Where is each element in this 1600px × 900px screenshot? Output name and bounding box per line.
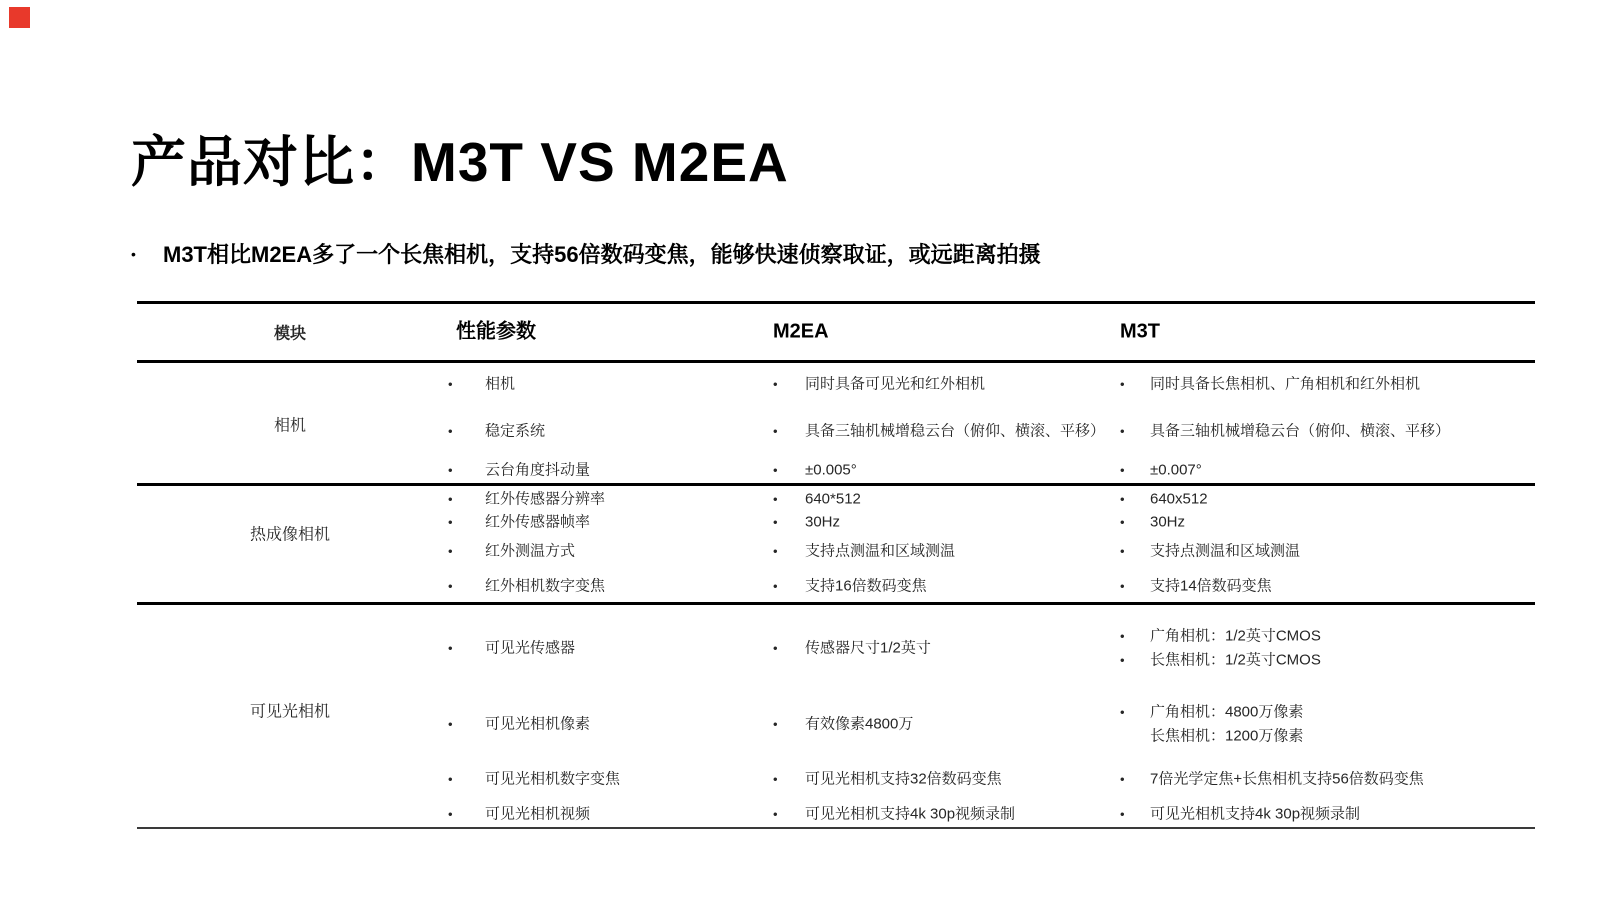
col-header-param: 性能参数: [456, 320, 536, 343]
param-cell: [448, 462, 590, 481]
bullet-icon: •: [1120, 652, 1125, 668]
bullet-icon: •: [448, 771, 453, 787]
bullet-icon: •: [131, 245, 136, 262]
bullet-icon: •: [1120, 704, 1125, 720]
m3t-text: 长焦相机：1/2英寸CMOS: [1150, 651, 1321, 669]
bullet-icon: •: [1120, 806, 1125, 822]
m3t-cell: [1120, 771, 1424, 790]
param-cell: [448, 716, 590, 735]
m2ea-cell: [773, 376, 985, 395]
m2ea-cell: [773, 771, 1002, 790]
bullet-icon: •: [1120, 376, 1125, 392]
m3t-cell: [1120, 423, 1450, 442]
m2ea-text: 30Hz: [805, 513, 841, 531]
bullet-icon: •: [448, 716, 453, 732]
bullet-icon: •: [1120, 543, 1125, 559]
module-label: 可见光相机: [249, 703, 330, 721]
m2ea-cell: [773, 491, 861, 510]
intro-text: M3T相比M2EA多了一个长焦相机，支持56倍数码变焦，能够快速侦察取证，或远距离拍摄: [163, 242, 1041, 267]
table-rule-bottom: [137, 827, 1535, 829]
param-text: 红外传感器分辨率: [485, 490, 606, 508]
bullet-icon: •: [773, 514, 778, 530]
m3t-cell: [1120, 491, 1208, 510]
param-cell: [448, 423, 545, 442]
m3t-text: ±0.007°: [1150, 461, 1202, 479]
param-cell: [448, 514, 590, 533]
param-cell: [448, 771, 620, 790]
param-cell: [448, 806, 590, 825]
module-label: 相机: [273, 417, 306, 435]
bullet-icon: •: [448, 514, 453, 530]
bullet-icon: •: [773, 376, 778, 392]
m3t-cell: [1120, 628, 1321, 647]
param-cell: [448, 543, 575, 562]
bullet-icon: •: [448, 640, 453, 656]
param-text: 红外测温方式: [485, 542, 576, 560]
m3t-cell: [1120, 652, 1321, 671]
bullet-icon: •: [1120, 491, 1125, 507]
table-rule-section1: [137, 483, 1535, 486]
param-cell: [448, 491, 605, 510]
param-text: 可见光相机数字变焦: [485, 770, 621, 788]
m3t-text: 30Hz: [1150, 513, 1186, 531]
m2ea-text: 可见光相机支持4k 30p视频录制: [805, 805, 1016, 823]
col-header-module: 模块: [273, 325, 306, 343]
m3t-cell: [1120, 806, 1360, 825]
page-title: 产品对比：M3T VS M2EA: [131, 131, 789, 193]
m3t-cell: [1120, 704, 1303, 723]
module-label: 热成像相机: [249, 526, 330, 544]
bullet-icon: •: [448, 491, 453, 507]
bullet-icon: •: [448, 423, 453, 439]
m3t-text: 640x512: [1150, 490, 1208, 508]
m2ea-cell: [773, 716, 913, 735]
m3t-text: 7倍光学定焦+长焦相机支持56倍数码变焦: [1150, 770, 1424, 788]
red-corner-marker: [9, 7, 30, 28]
m2ea-cell: [773, 640, 931, 659]
col-header-m3t: M3T: [1120, 320, 1160, 343]
table-rule-section2: [137, 602, 1535, 605]
bullet-icon: •: [1120, 423, 1125, 439]
bullet-icon: •: [773, 423, 778, 439]
m2ea-text: 支持16倍数码变焦: [805, 577, 927, 595]
m2ea-text: 支持点测温和区域测温: [805, 542, 956, 560]
m2ea-cell: [773, 543, 955, 562]
m2ea-text: ±0.005°: [805, 461, 857, 479]
col-header-m2ea: M2EA: [773, 320, 829, 343]
param-text: 相机: [485, 375, 516, 393]
m3t-text: 具备三轴机械增稳云台（俯仰、横滚、平移）: [1150, 422, 1451, 440]
m3t-cell: [1120, 578, 1272, 597]
bullet-icon: •: [1120, 578, 1125, 594]
m2ea-text: 具备三轴机械增稳云台（俯仰、横滚、平移）: [805, 422, 1106, 440]
bullet-icon: •: [1120, 628, 1125, 644]
param-text: 可见光相机视频: [485, 805, 591, 823]
param-cell: [448, 578, 605, 597]
m2ea-cell: [773, 514, 840, 533]
bullet-icon: •: [448, 806, 453, 822]
m2ea-text: 有效像素4800万: [805, 715, 914, 733]
bullet-icon: •: [1120, 514, 1125, 530]
table-rule-header: [137, 360, 1535, 363]
bullet-icon: •: [1120, 462, 1125, 478]
m3t-cell: [1120, 728, 1303, 747]
bullet-icon: •: [773, 491, 778, 507]
param-cell: [448, 376, 515, 395]
param-text: 红外相机数字变焦: [485, 577, 606, 595]
param-text: 红外传感器帧率: [485, 513, 591, 531]
m3t-text: 长焦相机：1200万像素: [1150, 727, 1304, 745]
m3t-text: 支持14倍数码变焦: [1150, 577, 1272, 595]
bullet-icon: •: [1120, 771, 1125, 787]
param-text: 云台角度抖动量: [485, 461, 591, 479]
param-text: 可见光传感器: [485, 639, 576, 657]
bullet-icon: •: [773, 806, 778, 822]
intro-bullet-line: [131, 238, 1041, 269]
m3t-cell: [1120, 376, 1420, 395]
bullet-icon: •: [773, 578, 778, 594]
m3t-cell: [1120, 514, 1185, 533]
m2ea-cell: [773, 423, 1105, 442]
m3t-text: 支持点测温和区域测温: [1150, 542, 1301, 560]
table-rule-top: [137, 301, 1535, 304]
m2ea-text: 可见光相机支持32倍数码变焦: [805, 770, 1002, 788]
bullet-icon: •: [773, 462, 778, 478]
bullet-icon: •: [773, 640, 778, 656]
m3t-cell: [1120, 462, 1202, 481]
param-text: 稳定系统: [485, 422, 546, 440]
bullet-icon: •: [448, 578, 453, 594]
m2ea-text: 传感器尺寸1/2英寸: [805, 639, 931, 657]
param-cell: [448, 640, 575, 659]
bullet-icon: •: [773, 771, 778, 787]
m3t-text: 广角相机：1/2英寸CMOS: [1150, 627, 1321, 645]
bullet-icon: •: [773, 543, 778, 559]
bullet-icon: •: [448, 462, 453, 478]
param-text: 可见光相机像素: [485, 715, 591, 733]
m2ea-text: 640*512: [805, 490, 861, 508]
bullet-icon: •: [448, 543, 453, 559]
bullet-icon: •: [448, 376, 453, 392]
m2ea-cell: [773, 806, 1015, 825]
m3t-text: 可见光相机支持4k 30p视频录制: [1150, 805, 1361, 823]
m3t-text: 同时具备长焦相机、广角相机和红外相机: [1150, 375, 1421, 393]
m3t-cell: [1120, 543, 1300, 562]
m2ea-cell: [773, 578, 927, 597]
m3t-text: 广角相机：4800万像素: [1150, 703, 1304, 721]
bullet-icon: •: [773, 716, 778, 732]
m2ea-cell: [773, 462, 857, 481]
m2ea-text: 同时具备可见光和红外相机: [805, 375, 986, 393]
